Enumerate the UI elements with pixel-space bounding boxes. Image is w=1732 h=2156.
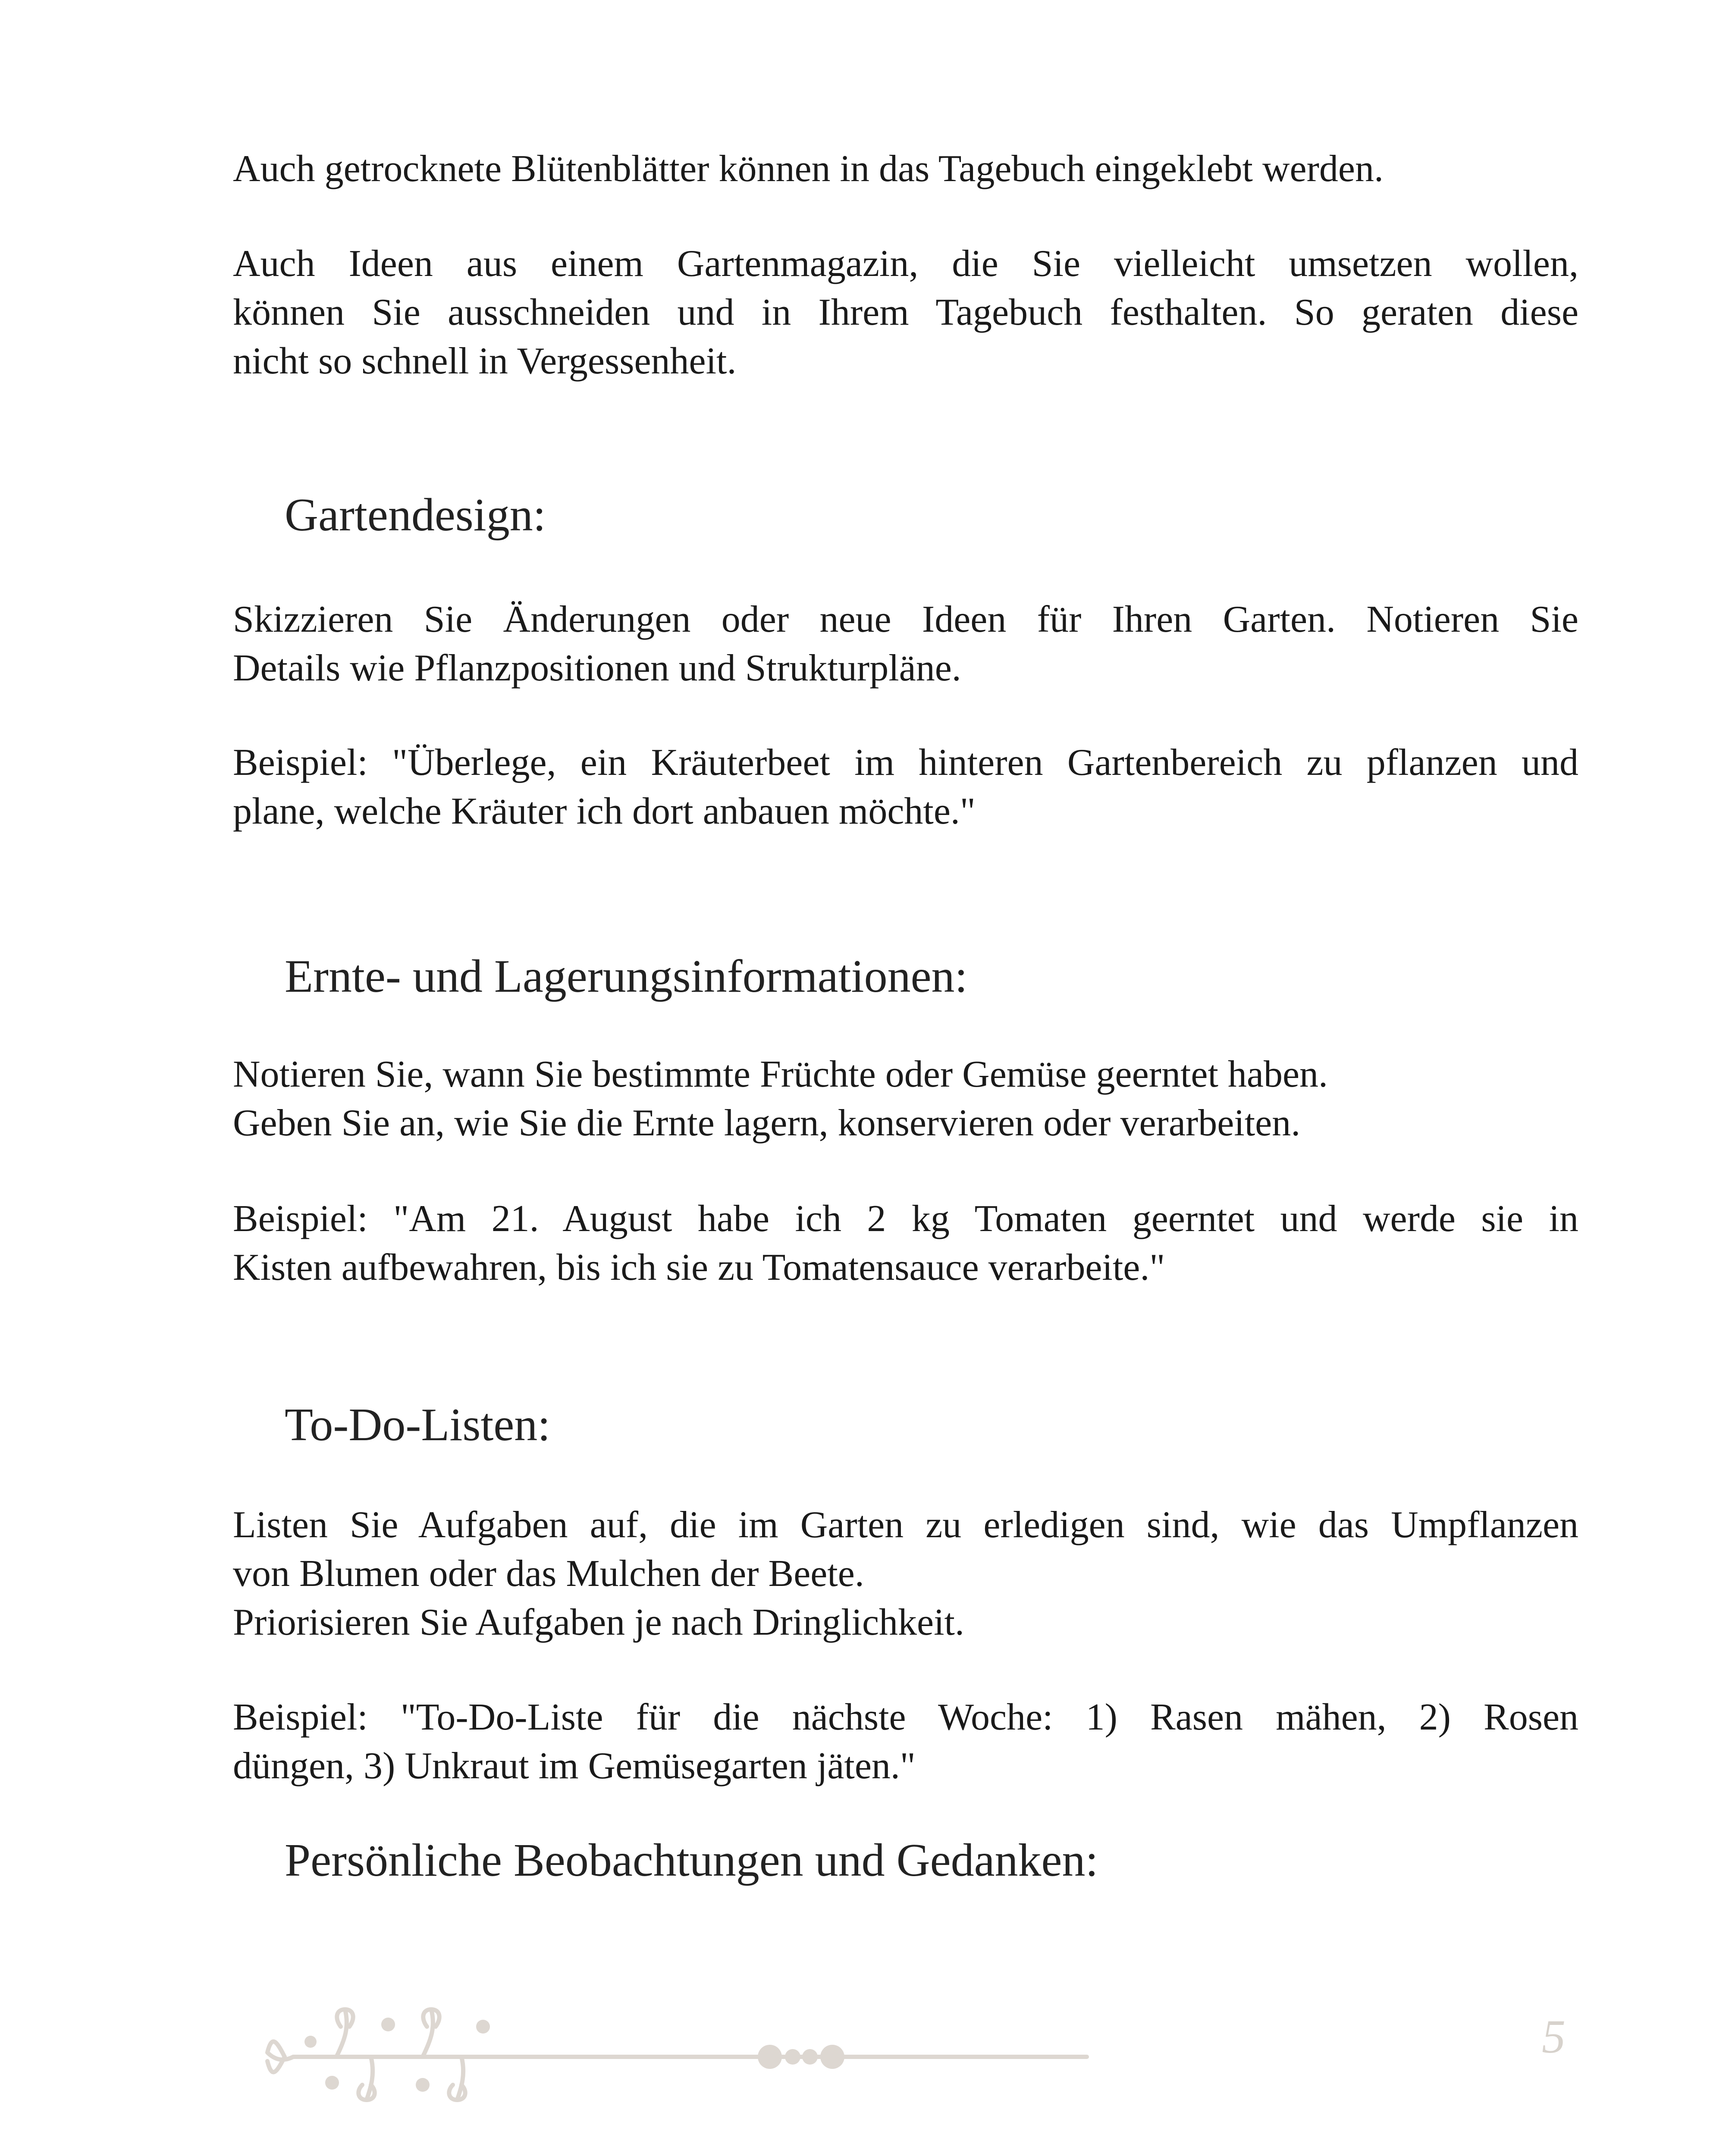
paragraph-line: plane, welche Kräuter ich dort anbauen möchte."	[233, 790, 976, 832]
paragraph-line: düngen, 3) Unkraut im Gemüsegarten jäten."	[233, 1745, 916, 1787]
paragraph-line: von Blumen oder das Mulchen der Beete.	[233, 1553, 864, 1595]
paragraph-line: Details wie Pflanzpositionen und Strukturpläne.	[233, 647, 961, 689]
paragraph-line: Listen Sie Aufgaben auf, die im Garten zu erledigen sind, wie das Umpflanzen	[233, 1504, 1578, 1546]
paragraph-magazine-ideas	[233, 239, 1578, 385]
paragraph-line: Beispiel: "Überlege, ein Kräuterbeet im hinteren Gartenbereich zu pflanzen und	[233, 742, 1578, 783]
heading-gartendesign: Gartendesign:	[285, 489, 546, 541]
paragraph-line: Kisten aufbewahren, bis ich sie zu Tomatensauce verarbeite."	[233, 1247, 1165, 1288]
paragraph-garden-design	[233, 595, 1578, 693]
paragraph-line: nicht so schnell in Vergessenheit.	[233, 340, 737, 382]
heading-ernte: Ernte- und Lagerungsinformationen:	[285, 951, 968, 1002]
paragraph-garden-design-example	[233, 738, 1578, 836]
heading-todo: To-Do-Listen:	[285, 1399, 551, 1451]
paragraph-todo	[233, 1501, 1578, 1647]
paragraph-line: Priorisieren Sie Aufgaben je nach Dringlichkeit.	[233, 1601, 964, 1643]
paragraph-harvest	[233, 1050, 1578, 1147]
paragraph-line: Beispiel: "To-Do-Liste für die nächste Woche: 1) Rasen mähen, 2) Rosen	[233, 1696, 1578, 1738]
paragraph-line: Notieren Sie, wann Sie bestimmte Früchte oder Gemüse geerntet haben.	[233, 1053, 1328, 1095]
paragraph-line: Skizzieren Sie Änderungen oder neue Ideen für Ihren Garten. Notieren Sie	[233, 599, 1578, 640]
paragraph-line: Auch Ideen aus einem Gartenmagazin, die Sie vielleicht umsetzen wollen,	[233, 243, 1578, 285]
paragraph-line: können Sie ausschneiden und in Ihrem Tagebuch festhalten. So geraten diese	[233, 291, 1578, 333]
paragraph-harvest-example	[233, 1194, 1578, 1292]
paragraph-dried-petals	[233, 144, 1578, 193]
heading-observations: Persönliche Beobachtungen und Gedanken:	[285, 1835, 1098, 1886]
paragraph-line: Geben Sie an, wie Sie die Ernte lagern, konservieren oder verarbeiten.	[233, 1102, 1301, 1144]
paragraph-todo-example	[233, 1693, 1578, 1790]
paragraph-line: Beispiel: "Am 21. August habe ich 2 kg Tomaten geerntet und werde sie in	[233, 1198, 1578, 1240]
floral-ornament-icon	[259, 1992, 1104, 2122]
page-number: 5	[1542, 2010, 1566, 2063]
paragraph-line: Auch getrocknete Blütenblätter können in das Tagebuch eingeklebt werden.	[233, 148, 1384, 190]
